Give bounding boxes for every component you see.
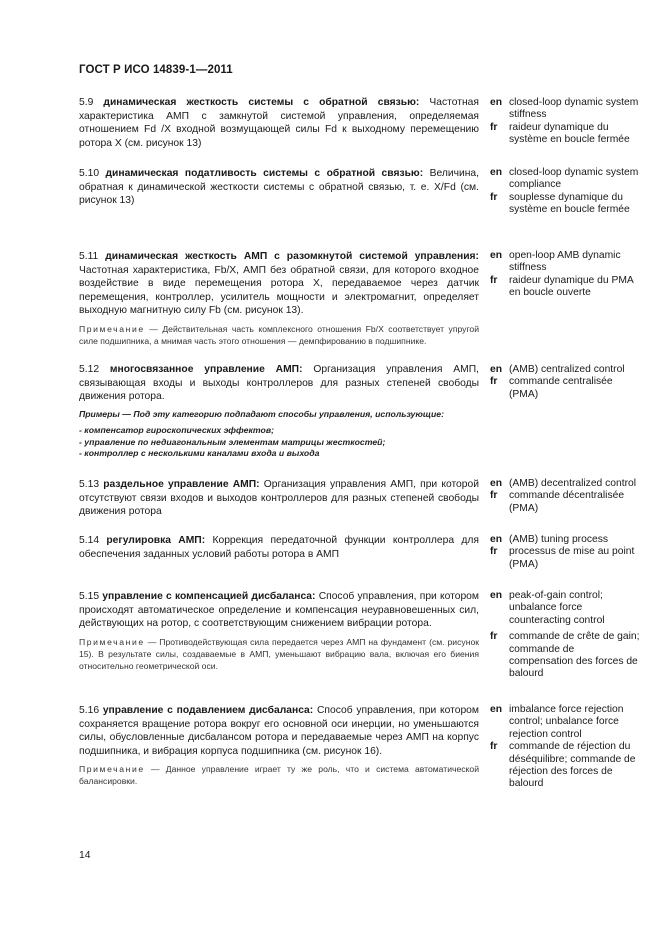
term-number: 5.10 [79,168,100,179]
term-name: динамическая жесткость АМП с разомкнутой системой управления: [105,251,479,262]
note-label: Примечание [79,764,145,775]
lang-code-en: en [490,478,503,489]
term-number: 5.13 [79,479,100,490]
lang-code-fr: fr [490,490,498,502]
term-number: 5.15 [79,591,100,602]
term-name: управление с компенсацией дисбаланса: [102,591,316,602]
example-item: - управление по недиагональным элементам матрицы жесткостей; [79,436,386,447]
example-item: - компенсатор гироскопических эффектов; [79,425,274,436]
lang-code-en: en [490,590,503,601]
english-term: imbalance force rejection control; unbalance force rejection control [509,704,624,740]
term-definition: Организация управления АМП, связывающая входы и выходы контроллеров для разных степеней свободы движения ротора. [79,364,479,403]
french-term: souplesse dynamique du système en boucle fermée [509,191,630,216]
note [79,636,479,672]
term-name: динамическая жесткость системы с обратной связью: [103,97,420,108]
lang-code-en: en [490,364,503,375]
note-text: — Противодействующая сила передается через АМП на фундамент (см. рисунок 15). В результате силы, создаваемые в АМП, уменьшают вибрацию вала, включая его биения относительно геометрической оси. [79,636,479,671]
term-name: раздельное управление АМП: [103,479,260,490]
note-text: — Данное управление играет ту же роль, что и система автоматической балансировки. [79,764,479,787]
lang-code-fr: fr [490,376,498,388]
page-number: 14 [79,850,91,861]
english-term: (AMB) decentralized control [509,478,637,489]
lang-code-en: en [490,97,503,108]
translations-5-13 [490,478,640,515]
note-text: — Действительная часть комплексного отношения Fb/X соответствует упругой силе подшипника, а мнимая часть этого отношения — демпфированию в подшипнике. [79,323,480,346]
term-number: 5.14 [79,535,100,546]
lang-code-en: en [490,704,503,715]
term-definition: Величина, обратная к динамической жесткости системы с обратной связью, т. е. X/Fd (см. рисунок 13) [79,168,479,207]
lang-code-fr: fr [490,631,498,643]
note-label: Примечание [79,323,145,334]
translations-5-15 [490,590,640,681]
term-definition: Способ управления, при котором происходят автоматическое определение и компенсация неуравновешенных сил, действующих на ротор, с соответствующим снижением вибрации ротора. [79,591,479,630]
lang-code-fr: fr [490,546,498,558]
term-definition: Коррекция передаточной функции контроллера для обеспечения заданных условий работы ротора в АМП [79,535,479,560]
term-entry-5-16 [79,704,479,787]
term-definition: Частотная характеристика, Fb/X, АМП без обратной связи, для которого входное воздействие в виде перемещения ротора X, передаваемое через датчик перемещения, контроллер, усилитель мощности и электромагнит, определяет выходную магнитную силу Fb (см. рисунок 13). [79,264,479,317]
note [79,323,479,347]
example-item: - контроллер с несколькими каналами входа и выхода [79,448,320,459]
lang-code-en: en [490,250,503,261]
translations-5-12 [490,364,640,401]
term-entry-5-9 [79,96,479,150]
translations-5-10 [490,167,640,217]
english-term: closed-loop dynamic system compliance [509,167,639,191]
lang-code-en: en [490,534,503,545]
translations-5-14 [490,534,640,571]
english-term: peak-of-gain control; unbalance force counteracting control [509,590,605,626]
examples [79,409,479,421]
lang-code-fr: fr [490,741,498,753]
term-entry-5-12 [79,363,479,460]
lang-code-fr: fr [490,121,498,133]
term-definition: Организация управления АМП, при которой отсутствуют связи входов и выходов контроллеров для разных степеней свободы движения ротора [79,479,479,518]
term-entry-5-15 [79,590,479,672]
french-term: raideur dynamique du PMA en boucle ouverte [509,274,634,299]
lang-code-fr: fr [490,274,498,286]
lang-code-en: en [490,167,503,178]
term-name: управление с подавлением дисбаланса: [102,705,314,716]
note [79,763,479,787]
term-entry-5-13 [79,478,479,519]
term-entry-5-14 [79,534,479,561]
term-definition: Способ управления, при котором сохраняется вращение ротора вокруг его основной оси инерции, но уменьшаются силы, обусловленные дисбалансом ротора и передаваемые через АМП на корпус подшипника, и вибрация корпуса подшипника (см. рисунок 16). [79,705,479,757]
translations-5-9 [490,97,640,147]
french-term: raideur dynamique du système en boucle fermée [509,121,630,146]
term-name: многосвязанное управление АМП: [109,364,303,375]
french-term: commande de réjection du déséquilibre; commande de réjection des forces de balourd [509,741,636,790]
french-term: commande décentralisée (PMA) [509,490,625,514]
english-term: open-loop AMB dynamic stiffness [509,250,621,274]
term-number: 5.16 [79,705,100,716]
english-term: (AMB) tuning process [509,534,609,545]
term-entry-5-10 [79,167,479,208]
french-term: commande centralisée (PMA) [509,376,613,400]
term-number: 5.12 [79,364,100,375]
english-term: closed-loop dynamic system stiffness [509,97,639,121]
term-number: 5.11 [79,251,99,262]
lang-code-fr: fr [490,191,498,203]
examples-heading: Примеры — Под эту категорию подпадают способы управления, использующие: [79,408,445,419]
french-term: processus de mise au point (PMA) [509,546,635,570]
translations-5-11 [490,250,640,300]
term-definition: Частотная характеристика АМП с замкнутой системой управления, определяемая отношением Fd /X входной возмущающей силы Fd к выходному перемещению ротора X (см. рисунок 13) [79,97,479,149]
english-term: (AMB) centralized control [509,364,625,375]
note-label: Примечание [79,636,145,647]
term-number: 5.9 [79,97,94,108]
translations-5-16 [490,704,640,791]
french-term: commande de crête de gain; commande de compensation des forces de balourd [509,631,640,680]
term-name: регулировка АМП: [106,535,206,546]
term-name: динамическая податливость системы с обратной связью: [105,168,424,179]
document-header: ГОСТ Р ИСО 14839-1—2011 [79,64,233,76]
term-entry-5-11 [79,250,479,347]
examples-list [79,425,479,460]
